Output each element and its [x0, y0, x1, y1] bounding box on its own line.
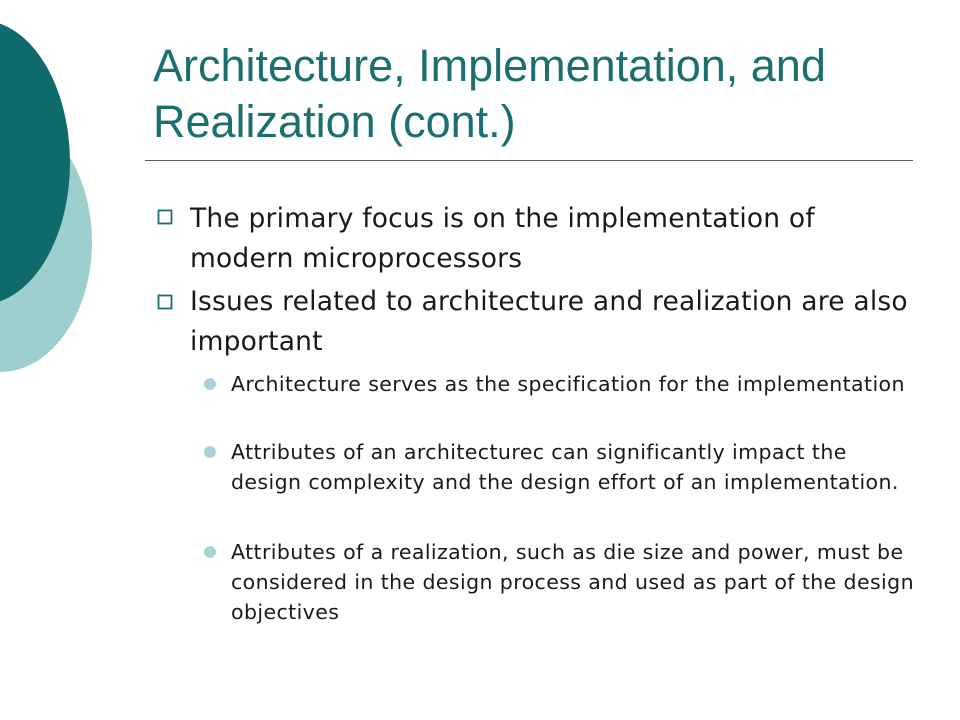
sub-bullet-text: Attributes of an architecturec can significantly impact the design complexity and the design effort of an implementation.	[231, 440, 899, 494]
hollow-square-bullet-icon	[157, 294, 173, 310]
round-dot-bullet-icon	[204, 546, 216, 558]
round-dot-bullet-icon	[204, 378, 216, 390]
slide-title: Architecture, Implementation, and Realization (cont.)	[153, 40, 826, 147]
title-divider	[145, 160, 913, 161]
sub-bullet-text: Architecture serves as the specification for the implementation	[231, 372, 905, 396]
hollow-square-bullet-icon	[157, 209, 173, 225]
bullet-text: Issues related to architecture and realization are also important	[190, 286, 908, 357]
sub-bullet-text: Attributes of a realization, such as die size and power, must be considered in the design process and used as part of the design objectives	[231, 540, 914, 624]
bullet-text: The primary focus is on the implementation of modern microprocessors	[190, 203, 815, 274]
round-dot-bullet-icon	[204, 446, 216, 458]
